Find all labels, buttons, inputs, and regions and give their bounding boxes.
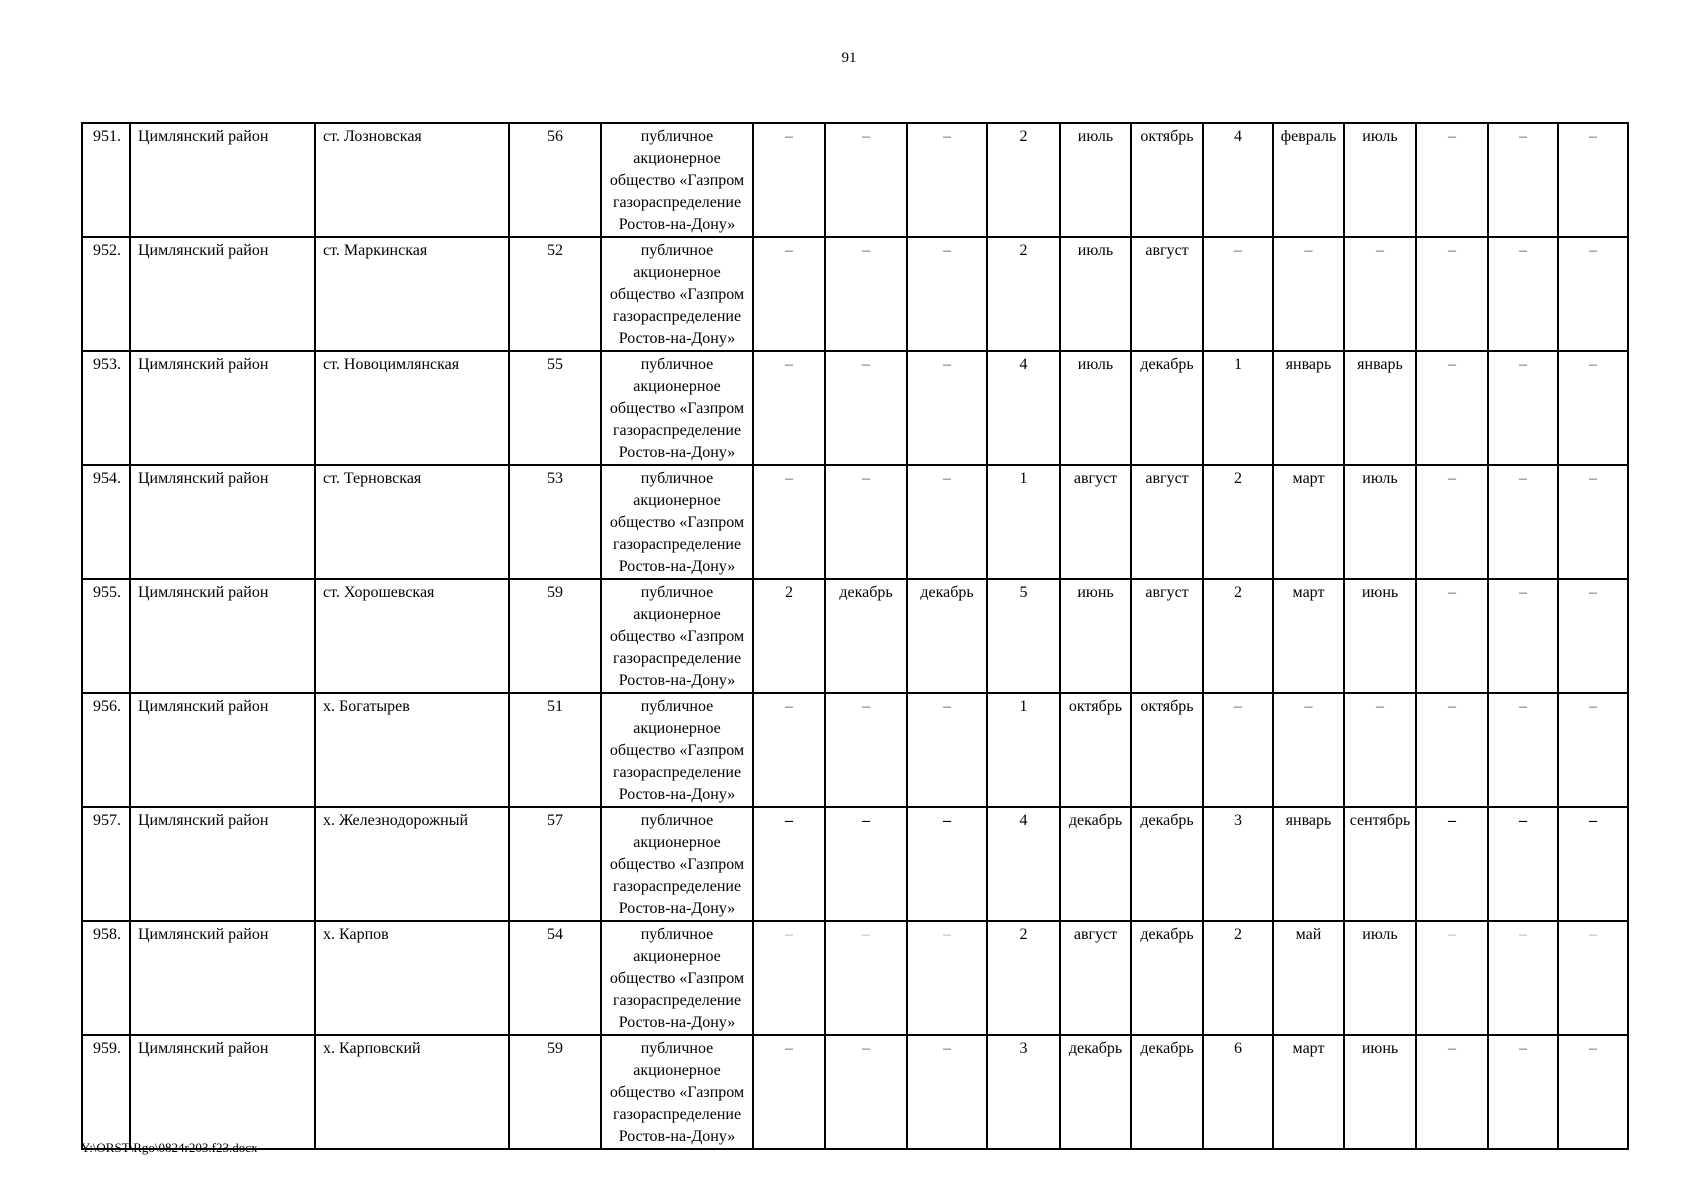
col-12-cell: – — [1558, 237, 1628, 351]
col-1-cell: – — [753, 693, 825, 807]
district-cell: Цимлянский район — [130, 921, 315, 1035]
settlement-cell: ст. Хорошевская — [315, 579, 509, 693]
col-4-cell: 1 — [987, 465, 1060, 579]
col-10-cell: – — [1416, 123, 1488, 237]
value-cell: 52 — [509, 237, 601, 351]
col-10-cell: – — [1416, 921, 1488, 1035]
col-2-cell: – — [825, 465, 907, 579]
col-7-cell: 4 — [1203, 123, 1273, 237]
col-5-cell: август — [1060, 465, 1131, 579]
col-5-cell: август — [1060, 921, 1131, 1035]
table-row — [82, 921, 1628, 1035]
col-2-cell: – — [825, 921, 907, 1035]
settlement-cell: ст. Терновская — [315, 465, 509, 579]
col-3-cell: декабрь — [907, 579, 987, 693]
col-3-cell: – — [907, 237, 987, 351]
col-12-cell: – — [1558, 693, 1628, 807]
col-3-cell: – — [907, 807, 987, 921]
value-cell: 54 — [509, 921, 601, 1035]
table-row — [82, 579, 1628, 693]
organization-cell: публичное акционерное общество «Газпром газораспределение Ростов-на-Дону» — [601, 693, 753, 807]
col-2-cell: – — [825, 807, 907, 921]
col-6-cell: октябрь — [1131, 693, 1203, 807]
col-9-cell: июнь — [1344, 579, 1416, 693]
district-cell: Цимлянский район — [130, 351, 315, 465]
settlement-cell: х. Карпов — [315, 921, 509, 1035]
col-9-cell: – — [1344, 693, 1416, 807]
settlement-cell: ст. Маркинская — [315, 237, 509, 351]
row-number-cell: 952. — [82, 237, 130, 351]
col-5-cell: июль — [1060, 123, 1131, 237]
district-cell: Цимлянский район — [130, 465, 315, 579]
col-6-cell: декабрь — [1131, 351, 1203, 465]
district-cell: Цимлянский район — [130, 579, 315, 693]
col-1-cell: – — [753, 237, 825, 351]
col-11-cell: – — [1488, 351, 1558, 465]
col-5-cell: июль — [1060, 351, 1131, 465]
col-2-cell: – — [825, 237, 907, 351]
value-cell: 53 — [509, 465, 601, 579]
col-6-cell: август — [1131, 579, 1203, 693]
district-cell: Цимлянский район — [130, 693, 315, 807]
organization-cell: публичное акционерное общество «Газпром газораспределение Ростов-на-Дону» — [601, 921, 753, 1035]
col-7-cell: 6 — [1203, 1035, 1273, 1149]
district-cell: Цимлянский район — [130, 237, 315, 351]
col-9-cell: сентябрь — [1344, 807, 1416, 921]
col-1-cell: – — [753, 921, 825, 1035]
col-2-cell: – — [825, 351, 907, 465]
col-5-cell: июль — [1060, 237, 1131, 351]
col-12-cell: – — [1558, 123, 1628, 237]
col-10-cell: – — [1416, 237, 1488, 351]
col-1-cell: 2 — [753, 579, 825, 693]
col-1-cell: – — [753, 465, 825, 579]
col-6-cell: декабрь — [1131, 1035, 1203, 1149]
col-6-cell: декабрь — [1131, 807, 1203, 921]
col-7-cell: 1 — [1203, 351, 1273, 465]
gasification-schedule-table — [81, 122, 1629, 1150]
col-5-cell: декабрь — [1060, 807, 1131, 921]
row-number-cell: 955. — [82, 579, 130, 693]
organization-cell: публичное акционерное общество «Газпром газораспределение Ростов-на-Дону» — [601, 123, 753, 237]
col-3-cell: – — [907, 693, 987, 807]
table-row — [82, 807, 1628, 921]
district-cell: Цимлянский район — [130, 1035, 315, 1149]
row-number-cell: 953. — [82, 351, 130, 465]
col-4-cell: 4 — [987, 807, 1060, 921]
row-number-cell: 957. — [82, 807, 130, 921]
col-8-cell: январь — [1273, 807, 1344, 921]
col-10-cell: – — [1416, 807, 1488, 921]
col-8-cell: март — [1273, 1035, 1344, 1149]
col-5-cell: октябрь — [1060, 693, 1131, 807]
file-path: Y:\ORST\Rgo\0824r203.f23.docx — [81, 1140, 258, 1155]
col-6-cell: октябрь — [1131, 123, 1203, 237]
col-3-cell: – — [907, 1035, 987, 1149]
col-1-cell: – — [753, 123, 825, 237]
col-8-cell: февраль — [1273, 123, 1344, 237]
col-4-cell: 2 — [987, 123, 1060, 237]
settlement-cell: х. Карповский — [315, 1035, 509, 1149]
organization-cell: публичное акционерное общество «Газпром газораспределение Ростов-на-Дону» — [601, 807, 753, 921]
col-11-cell: – — [1488, 921, 1558, 1035]
col-8-cell: – — [1273, 693, 1344, 807]
col-8-cell: март — [1273, 465, 1344, 579]
col-3-cell: – — [907, 123, 987, 237]
row-number-cell: 956. — [82, 693, 130, 807]
col-1-cell: – — [753, 351, 825, 465]
col-12-cell: – — [1558, 579, 1628, 693]
table-row — [82, 123, 1628, 237]
settlement-cell: х. Железнодорожный — [315, 807, 509, 921]
col-10-cell: – — [1416, 465, 1488, 579]
organization-cell: публичное акционерное общество «Газпром газораспределение Ростов-на-Дону» — [601, 465, 753, 579]
col-4-cell: 3 — [987, 1035, 1060, 1149]
col-11-cell: – — [1488, 807, 1558, 921]
col-12-cell: – — [1558, 921, 1628, 1035]
organization-cell: публичное акционерное общество «Газпром газораспределение Ростов-на-Дону» — [601, 237, 753, 351]
organization-cell: публичное акционерное общество «Газпром газораспределение Ростов-на-Дону» — [601, 351, 753, 465]
col-3-cell: – — [907, 921, 987, 1035]
col-8-cell: – — [1273, 237, 1344, 351]
table-row — [82, 237, 1628, 351]
col-9-cell: июль — [1344, 921, 1416, 1035]
settlement-cell: ст. Новоцимлянская — [315, 351, 509, 465]
col-9-cell: июль — [1344, 123, 1416, 237]
col-7-cell: 2 — [1203, 579, 1273, 693]
col-11-cell: – — [1488, 465, 1558, 579]
row-number-cell: 959. — [82, 1035, 130, 1149]
col-1-cell: – — [753, 807, 825, 921]
col-3-cell: – — [907, 465, 987, 579]
col-4-cell: 5 — [987, 579, 1060, 693]
col-7-cell: – — [1203, 237, 1273, 351]
page-number: 91 — [841, 50, 857, 66]
col-12-cell: – — [1558, 1035, 1628, 1149]
col-4-cell: 1 — [987, 693, 1060, 807]
col-2-cell: – — [825, 1035, 907, 1149]
col-9-cell: – — [1344, 237, 1416, 351]
row-number-cell: 958. — [82, 921, 130, 1035]
col-4-cell: 2 — [987, 921, 1060, 1035]
col-9-cell: июль — [1344, 465, 1416, 579]
col-8-cell: март — [1273, 579, 1344, 693]
col-9-cell: июнь — [1344, 1035, 1416, 1149]
col-5-cell: июнь — [1060, 579, 1131, 693]
col-6-cell: август — [1131, 465, 1203, 579]
col-11-cell: – — [1488, 1035, 1558, 1149]
col-2-cell: – — [825, 693, 907, 807]
col-12-cell: – — [1558, 351, 1628, 465]
col-1-cell: – — [753, 1035, 825, 1149]
col-8-cell: январь — [1273, 351, 1344, 465]
table-row — [82, 351, 1628, 465]
district-cell: Цимлянский район — [130, 807, 315, 921]
col-7-cell: 3 — [1203, 807, 1273, 921]
col-10-cell: – — [1416, 1035, 1488, 1149]
value-cell: 59 — [509, 1035, 601, 1149]
col-4-cell: 2 — [987, 237, 1060, 351]
col-12-cell: – — [1558, 465, 1628, 579]
value-cell: 56 — [509, 123, 601, 237]
table-row — [82, 693, 1628, 807]
organization-cell: публичное акционерное общество «Газпром газораспределение Ростов-на-Дону» — [601, 579, 753, 693]
col-6-cell: декабрь — [1131, 921, 1203, 1035]
col-8-cell: май — [1273, 921, 1344, 1035]
col-10-cell: – — [1416, 579, 1488, 693]
col-5-cell: декабрь — [1060, 1035, 1131, 1149]
col-3-cell: – — [907, 351, 987, 465]
col-11-cell: – — [1488, 579, 1558, 693]
value-cell: 59 — [509, 579, 601, 693]
col-2-cell: декабрь — [825, 579, 907, 693]
settlement-cell: ст. Лозновская — [315, 123, 509, 237]
row-number-cell: 954. — [82, 465, 130, 579]
settlement-cell: х. Богатырев — [315, 693, 509, 807]
col-11-cell: – — [1488, 123, 1558, 237]
value-cell: 57 — [509, 807, 601, 921]
col-2-cell: – — [825, 123, 907, 237]
value-cell: 55 — [509, 351, 601, 465]
col-10-cell: – — [1416, 351, 1488, 465]
col-11-cell: – — [1488, 237, 1558, 351]
col-7-cell: 2 — [1203, 465, 1273, 579]
col-11-cell: – — [1488, 693, 1558, 807]
organization-cell: публичное акционерное общество «Газпром газораспределение Ростов-на-Дону» — [601, 1035, 753, 1149]
row-number-cell: 951. — [82, 123, 130, 237]
col-4-cell: 4 — [987, 351, 1060, 465]
col-7-cell: – — [1203, 693, 1273, 807]
district-cell: Цимлянский район — [130, 123, 315, 237]
value-cell: 51 — [509, 693, 601, 807]
table-row — [82, 465, 1628, 579]
col-7-cell: 2 — [1203, 921, 1273, 1035]
table-row — [82, 1035, 1628, 1149]
col-9-cell: январь — [1344, 351, 1416, 465]
col-12-cell: – — [1558, 807, 1628, 921]
col-10-cell: – — [1416, 693, 1488, 807]
col-6-cell: август — [1131, 237, 1203, 351]
